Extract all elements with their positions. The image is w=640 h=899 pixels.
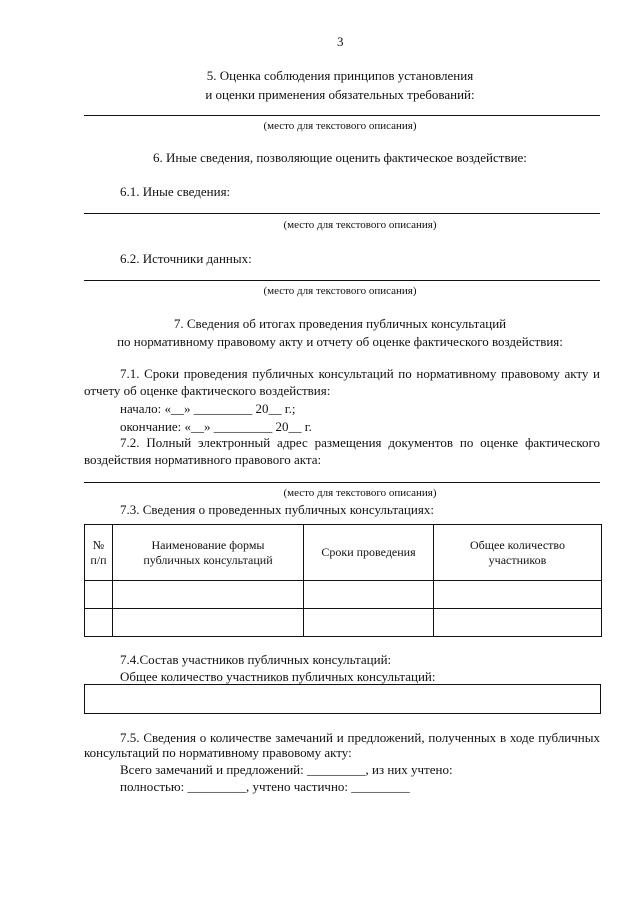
header-participants-line2: участников bbox=[488, 552, 547, 567]
header-form-name bbox=[113, 525, 304, 581]
item-6-1-label: 6.1. Иные сведения: bbox=[120, 184, 231, 199]
section7-heading-line2: по нормативному правовому акту и отчету об оценке фактического воздействия: bbox=[117, 334, 563, 349]
page-number: 3 bbox=[337, 34, 344, 49]
header-participants-line1: Общее количество bbox=[470, 537, 565, 552]
table-header-row bbox=[85, 525, 602, 581]
header-participants bbox=[434, 525, 602, 581]
table-cell bbox=[304, 581, 434, 609]
item-7-5-line2: консультаций по нормативному правовому акту: bbox=[84, 745, 352, 760]
item-7-4-line1: 7.4.Состав участников публичных консультаций: bbox=[120, 652, 392, 667]
section6-heading: 6. Иные сведения, позволяющие оценить фактическое воздействие: bbox=[153, 150, 527, 165]
item-7-2-line1: 7.2. Полный электронный адрес размещения документов по оценке фактического bbox=[120, 435, 600, 450]
table-cell bbox=[434, 581, 602, 609]
item-7-2-text-rule bbox=[84, 482, 600, 483]
item-7-2-line2: воздействия нормативного правового акта: bbox=[84, 452, 322, 467]
table-row bbox=[85, 581, 602, 609]
item-6-2-label: 6.2. Источники данных: bbox=[120, 251, 252, 266]
section5-heading-line2: и оценки применения обязательных требований: bbox=[205, 87, 475, 102]
item-7-1-start-date: начало: «__» _________ 20__ г.; bbox=[120, 401, 296, 416]
section5-text-rule bbox=[84, 115, 600, 116]
participants-box bbox=[84, 684, 601, 714]
item-6-1-caption: (место для текстового описания) bbox=[283, 219, 437, 231]
item-7-1-end-date: окончание: «__» _________ 20__ г. bbox=[120, 419, 312, 434]
item-7-5-total-remarks: Всего замечаний и предложений: _________, из них учтено: bbox=[120, 762, 453, 777]
table-row bbox=[85, 609, 602, 637]
item-6-2-text-rule bbox=[84, 280, 600, 281]
consultations-table bbox=[84, 524, 602, 637]
header-form-name-line1: Наименование формы bbox=[151, 537, 265, 552]
item-7-4-line2: Общее количество участников публичных консультаций: bbox=[120, 669, 436, 684]
section5-caption: (место для текстового описания) bbox=[263, 120, 417, 132]
item-7-2-caption: (место для текстового описания) bbox=[283, 487, 437, 499]
item-7-3-label: 7.3. Сведения о проведенных публичных консультациях: bbox=[120, 502, 434, 517]
table-cell bbox=[304, 609, 434, 637]
item-6-2-caption: (место для текстового описания) bbox=[263, 285, 417, 297]
header-dates: Сроки проведения bbox=[304, 525, 434, 581]
header-number-line2: п/п bbox=[90, 552, 107, 567]
table-cell bbox=[85, 581, 113, 609]
section5-heading-line1: 5. Оценка соблюдения принципов установления bbox=[206, 68, 474, 83]
table-cell bbox=[434, 609, 602, 637]
table-cell bbox=[85, 609, 113, 637]
item-7-1-line2: отчету об оценке фактического воздействия: bbox=[84, 383, 331, 398]
item-7-1-line1: 7.1. Сроки проведения публичных консультаций по нормативному правовому акту и bbox=[120, 366, 600, 381]
section7-heading-line1: 7. Сведения об итогах проведения публичных консультаций bbox=[173, 316, 507, 331]
item-7-5-line1: 7.5. Сведения о количестве замечаний и предложений, полученных в ходе публичных bbox=[120, 730, 600, 745]
table-cell bbox=[113, 581, 304, 609]
item-7-5-accounted-remarks: полностью: _________, учтено частично: _________ bbox=[120, 779, 410, 794]
header-form-name-line2: публичных консультаций bbox=[143, 552, 273, 567]
item-6-1-text-rule bbox=[84, 213, 600, 214]
header-number-line1: № bbox=[92, 537, 105, 552]
table-cell bbox=[113, 609, 304, 637]
header-number bbox=[85, 525, 113, 581]
